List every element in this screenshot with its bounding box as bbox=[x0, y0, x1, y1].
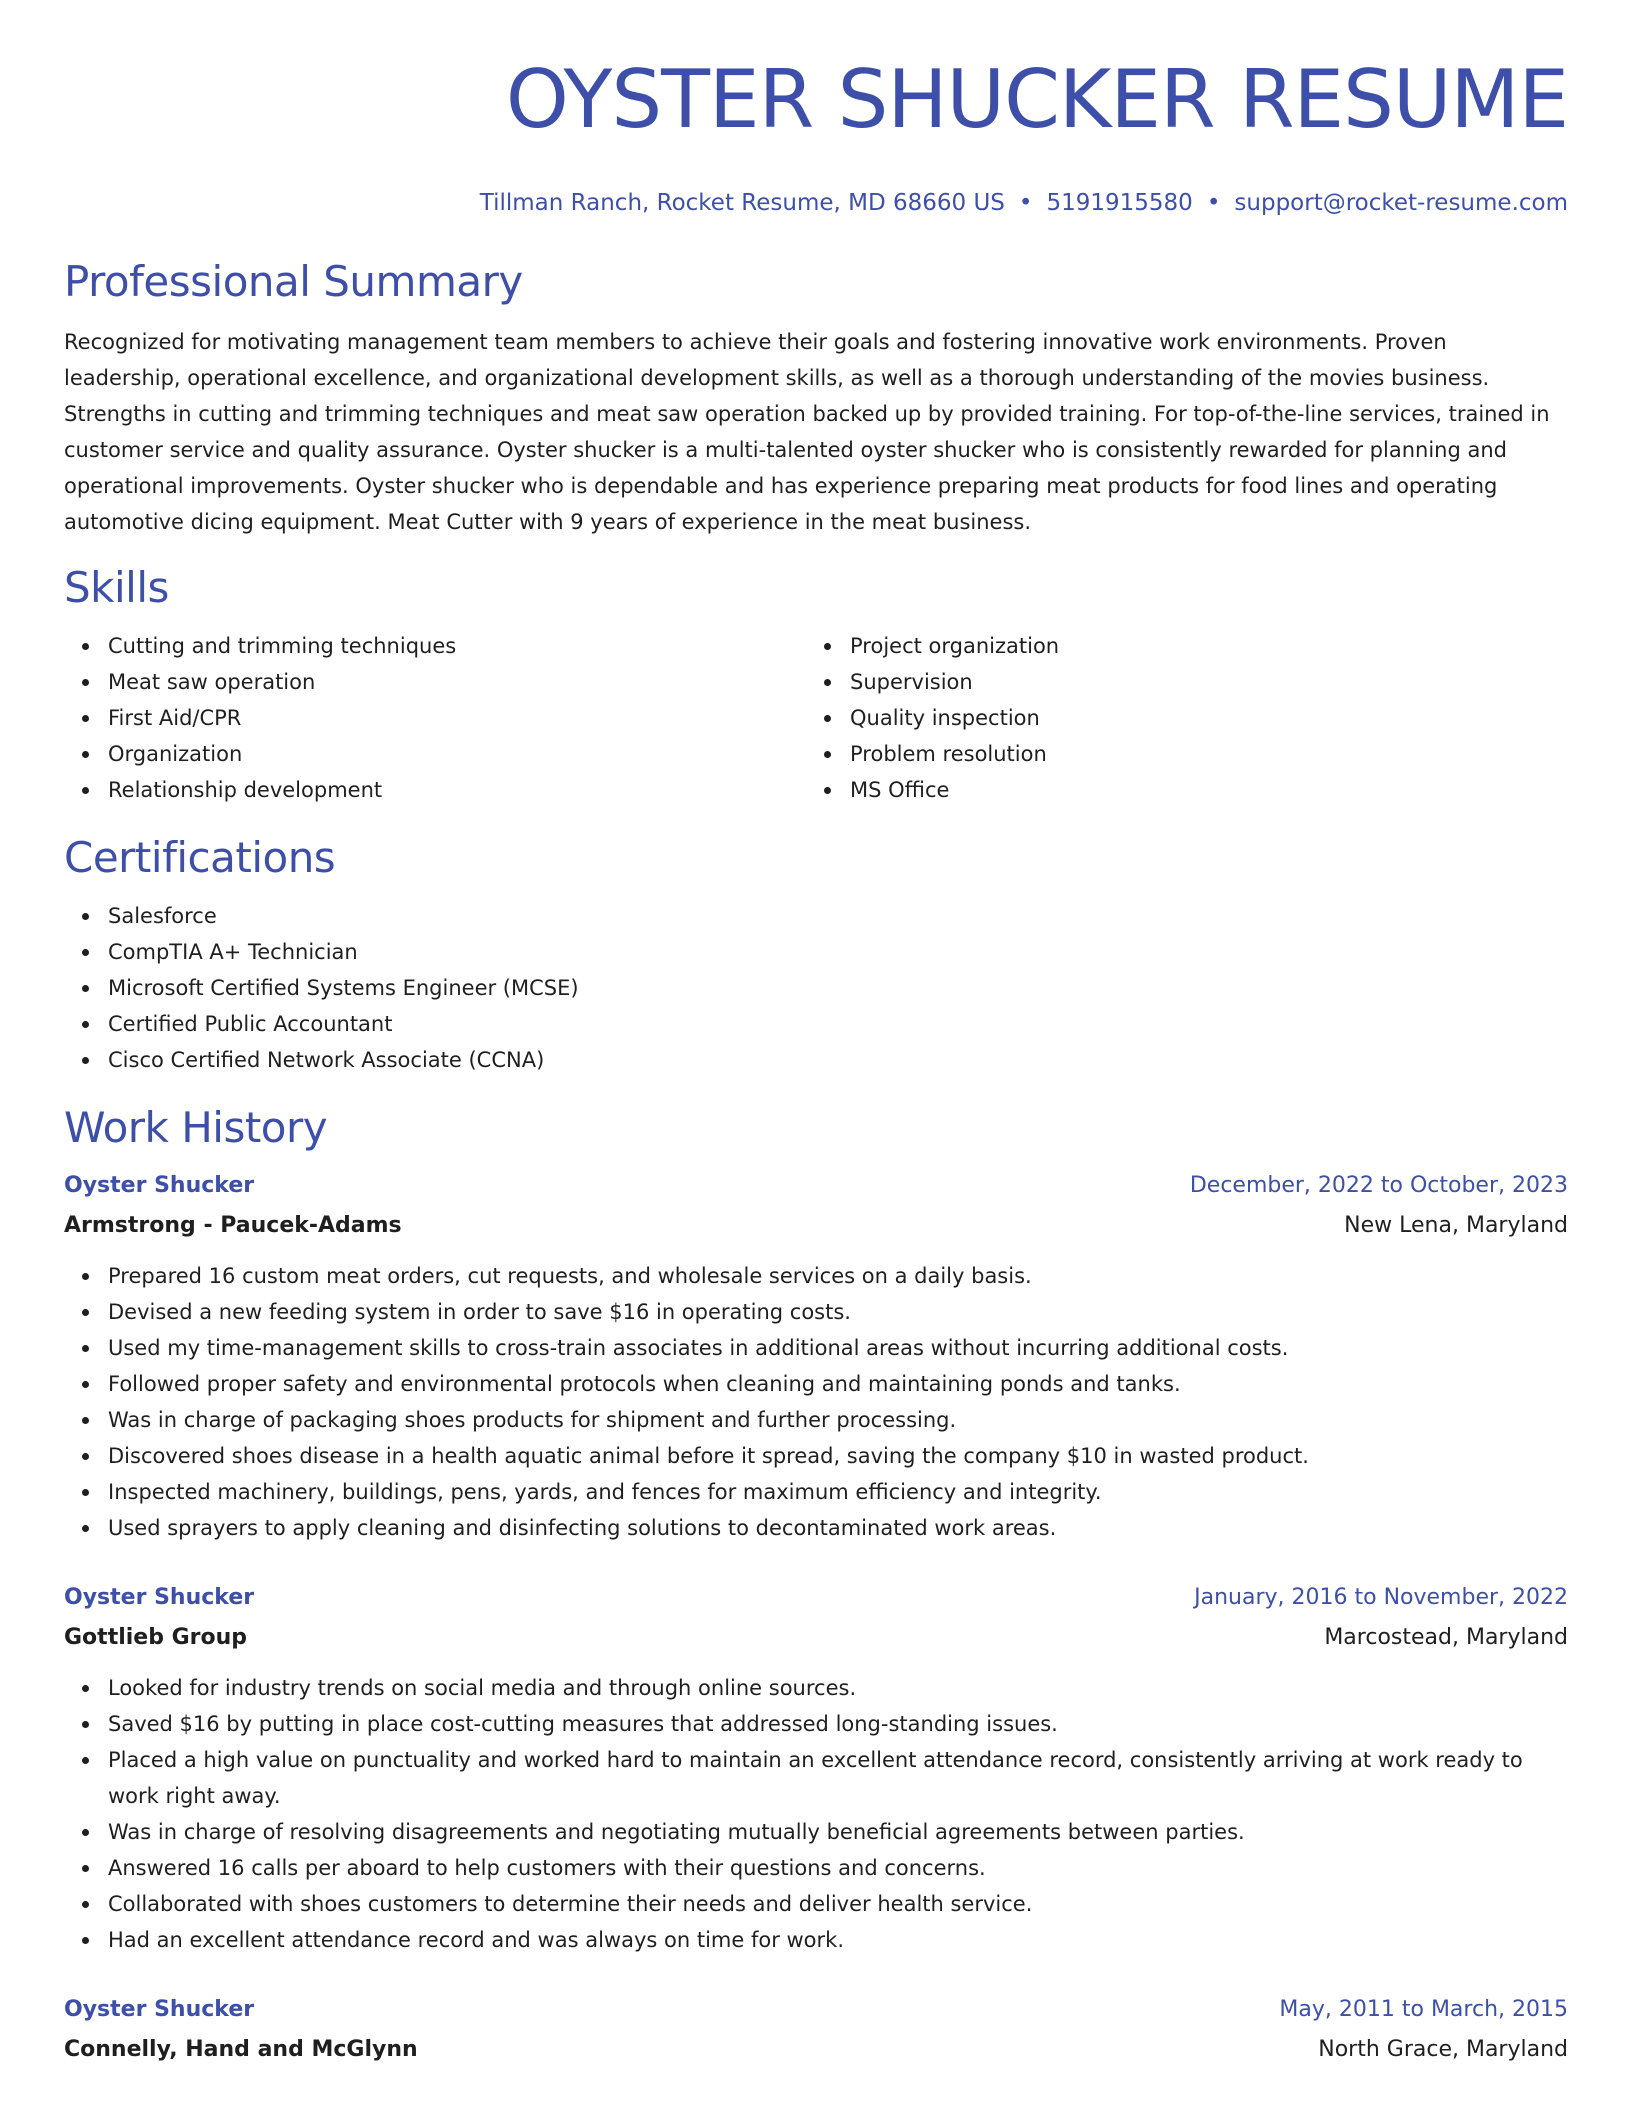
contact-email[interactable]: support@rocket-resume.com bbox=[1234, 190, 1568, 216]
job-location: New Lena, Maryland bbox=[1344, 1213, 1568, 1238]
work-history-heading: Work History bbox=[64, 1103, 328, 1152]
summary-heading: Professional Summary bbox=[64, 257, 523, 306]
contact-separator: • bbox=[1018, 190, 1033, 216]
job-bullet: Placed a high value on punctuality and worked hard to maintain an excellent attendance record, consistently arriving at work ready to work right away. bbox=[108, 1742, 1568, 1814]
job-bullet: Inspected machinery, buildings, pens, yards, and fences for maximum efficiency and integrity. bbox=[108, 1474, 1568, 1510]
skill-item: Organization bbox=[108, 736, 806, 772]
job-bullet: Devised a new feeding system in order to save $16 in operating costs. bbox=[108, 1294, 1568, 1330]
skill-item: Meat saw operation bbox=[108, 664, 806, 700]
job-bullet: Saved $16 by putting in place cost-cutting measures that addressed long-standing issues. bbox=[108, 1706, 1568, 1742]
job-company: Armstrong - Paucek-Adams bbox=[64, 1213, 402, 1238]
resume-title: OYSTER SHUCKER RESUME bbox=[505, 53, 1568, 146]
job-header bbox=[64, 1580, 1568, 1616]
job-bullet: Looked for industry trends on social media and through online sources. bbox=[108, 1670, 1568, 1706]
skill-item: Problem resolution bbox=[850, 736, 1548, 772]
job-subheader bbox=[64, 2032, 1568, 2068]
job-bullet: Had an excellent attendance record and was always on time for work. bbox=[108, 1922, 1568, 1958]
skills-list bbox=[64, 628, 1568, 808]
contact-phone: 5191915580 bbox=[1046, 190, 1193, 216]
skills-column-left bbox=[64, 628, 806, 808]
job-company: Connelly, Hand and McGlynn bbox=[64, 2037, 418, 2062]
job-header bbox=[64, 1168, 1568, 1204]
certification-item: Certified Public Accountant bbox=[108, 1006, 1568, 1042]
job-subheader bbox=[64, 1620, 1568, 1656]
skills-column-right bbox=[806, 628, 1548, 808]
contact-separator: • bbox=[1206, 190, 1221, 216]
job-bullet: Was in charge of resolving disagreements and negotiating mutually beneficial agreements between parties. bbox=[108, 1814, 1568, 1850]
job-bullets bbox=[64, 1258, 1568, 1546]
skill-item: Supervision bbox=[850, 664, 1548, 700]
job-entry bbox=[64, 1992, 1568, 2068]
job-bullet: Prepared 16 custom meat orders, cut requests, and wholesale services on a daily basis. bbox=[108, 1258, 1568, 1294]
job-title: Oyster Shucker bbox=[64, 1173, 255, 1198]
certifications-heading: Certifications bbox=[64, 833, 336, 882]
job-bullet: Was in charge of packaging shoes products for shipment and further processing. bbox=[108, 1402, 1568, 1438]
job-location: Marcostead, Maryland bbox=[1324, 1625, 1568, 1650]
job-company: Gottlieb Group bbox=[64, 1625, 248, 1650]
job-dates: May, 2011 to March, 2015 bbox=[1279, 1997, 1568, 2022]
certifications-list bbox=[64, 898, 1568, 1078]
skill-item: Cutting and trimming techniques bbox=[108, 628, 806, 664]
job-bullets bbox=[64, 1670, 1568, 1958]
skill-item: Quality inspection bbox=[850, 700, 1548, 736]
job-bullet: Discovered shoes disease in a health aquatic animal before it spread, saving the company $10 in wasted product. bbox=[108, 1438, 1568, 1474]
skill-item: Project organization bbox=[850, 628, 1548, 664]
job-entry bbox=[64, 1580, 1568, 1958]
job-bullet: Used sprayers to apply cleaning and disinfecting solutions to decontaminated work areas. bbox=[108, 1510, 1568, 1546]
job-bullet: Answered 16 calls per aboard to help customers with their questions and concerns. bbox=[108, 1850, 1568, 1886]
contact-line bbox=[64, 188, 1568, 218]
certification-item: CompTIA A+ Technician bbox=[108, 934, 1568, 970]
job-dates: January, 2016 to November, 2022 bbox=[1194, 1585, 1568, 1610]
job-location: North Grace, Maryland bbox=[1318, 2037, 1568, 2062]
certification-item: Salesforce bbox=[108, 898, 1568, 934]
skills-heading: Skills bbox=[64, 563, 169, 612]
job-title: Oyster Shucker bbox=[64, 1585, 255, 1610]
job-bullet: Used my time-management skills to cross-train associates in additional areas without incurring additional costs. bbox=[108, 1330, 1568, 1366]
job-dates: December, 2022 to October, 2023 bbox=[1189, 1173, 1568, 1198]
skill-item: MS Office bbox=[850, 772, 1548, 808]
certification-item: Cisco Certified Network Associate (CCNA) bbox=[108, 1042, 1568, 1078]
summary-text: Recognized for motivating management team members to achieve their goals and fostering innovative work environments. Proven leadership, operational excellence, and organizational development skills, as well as a thorough understanding of the movies business. Strengths in cutting and trimming techniques and meat saw operation backed up by provided training. For top-of-the-line services, trained in customer service and quality assurance. Oyster shucker is a multi-talented oyster shucker who is consistently rewarded for planning and operational improvements. Oyster shucker who is dependable and has experience preparing meat products for food lines and operating automotive dicing equipment. Meat Cutter with 9 years of experience in the meat business. bbox=[64, 330, 1550, 534]
skill-item: First Aid/CPR bbox=[108, 700, 806, 736]
job-bullet: Followed proper safety and environmental protocols when cleaning and maintaining ponds and tanks. bbox=[108, 1366, 1568, 1402]
job-header bbox=[64, 1992, 1568, 2028]
job-bullet: Collaborated with shoes customers to determine their needs and deliver health service. bbox=[108, 1886, 1568, 1922]
job-title: Oyster Shucker bbox=[64, 1997, 255, 2022]
contact-address: Tillman Ranch, Rocket Resume, MD 68660 US bbox=[479, 190, 1005, 216]
certification-item: Microsoft Certified Systems Engineer (MCSE) bbox=[108, 970, 1568, 1006]
job-subheader bbox=[64, 1208, 1568, 1244]
skill-item: Relationship development bbox=[108, 772, 806, 808]
job-entry bbox=[64, 1168, 1568, 1546]
